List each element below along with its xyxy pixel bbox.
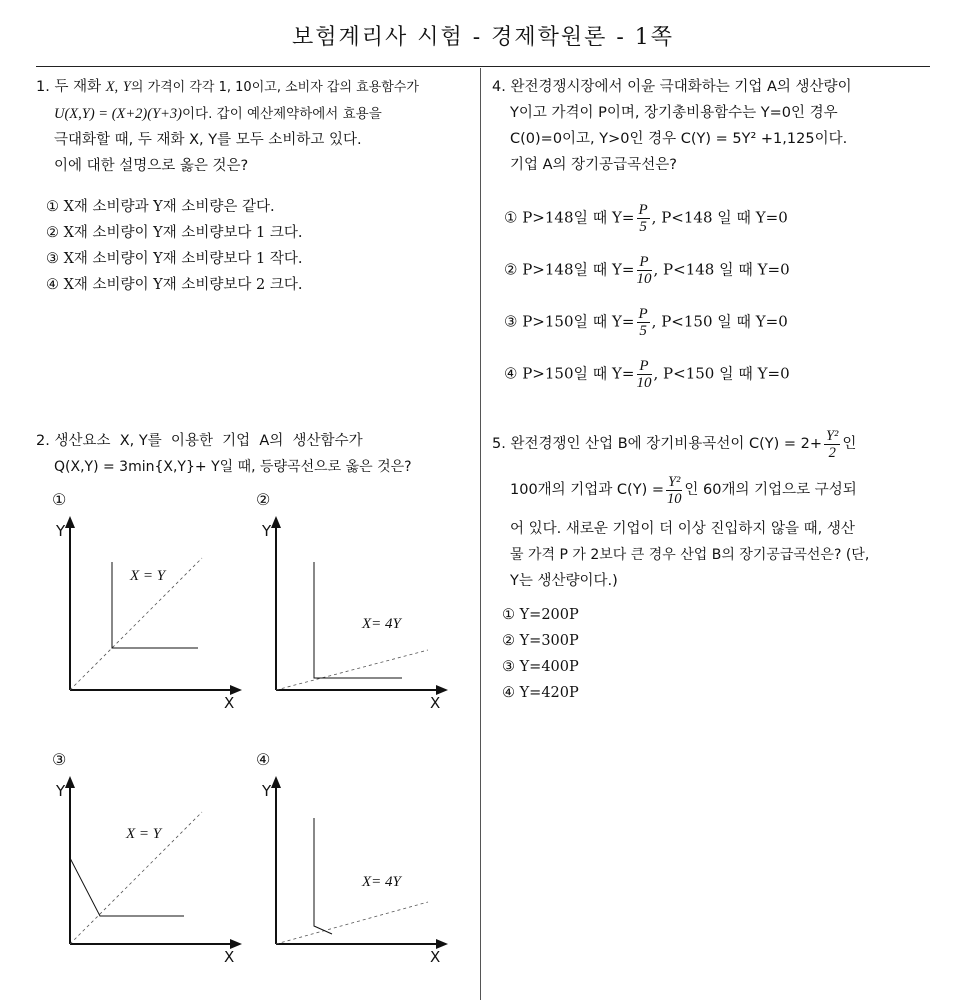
q4-opt3-denominator: 5 bbox=[639, 323, 647, 339]
q4-opt4-numerator: P bbox=[637, 358, 652, 375]
q4-option-3[interactable] bbox=[504, 306, 788, 339]
q4-line1: 완전경쟁시장에서 이윤 극대화하는 기업 A의 생산량이 bbox=[510, 79, 852, 95]
q1-line3: 극대화할 때, 두 재화 X, Y를 모두 소비하고 있다. bbox=[54, 132, 362, 148]
q1-text-c: 이다. 갑이 예산제약하에서 효용을 bbox=[182, 106, 382, 122]
q1-options bbox=[46, 194, 302, 298]
q4-opt4-fraction bbox=[637, 358, 652, 391]
q5-line2-fraction bbox=[666, 474, 682, 507]
q5-number: 5. bbox=[492, 436, 506, 452]
q2-line1: 생산요소 X, Y를 이용한 기업 A의 생산함수가 bbox=[54, 433, 363, 449]
question-5 bbox=[492, 424, 942, 594]
q5-option-3[interactable]: ③ Y=400P bbox=[502, 659, 579, 675]
q5-line2-pre: 100개의 기업과 C(Y) = bbox=[510, 482, 664, 498]
q5-line2-post: 인 60개의 기업으로 구성되 bbox=[684, 482, 857, 498]
q5-option-1[interactable]: ① Y=200P bbox=[502, 607, 579, 623]
q4-opt2-pre: ② P>148일 때 Y= bbox=[504, 260, 635, 279]
q4-opt1-numerator: P bbox=[638, 202, 648, 218]
q2-graph-3 bbox=[50, 772, 250, 1002]
q2-graph1-y-axis-label: Y bbox=[56, 522, 66, 540]
q5-line4: 물 가격 P 가 2보다 큰 경우 산업 B의 장기공급곡선은? (단, bbox=[510, 547, 870, 563]
q5-line2-numerator: Y² bbox=[667, 473, 681, 490]
q1-option-3[interactable]: ③ X재 소비량이 Y재 소비량보다 1 작다. bbox=[46, 251, 303, 267]
q4-opt1-fraction bbox=[637, 202, 650, 235]
q2-line2: Q(X,Y) = 3min{X,Y}+ Y일 때, 등량곡선으로 옳은 것은? bbox=[54, 459, 412, 475]
q4-line2: Y이고 가격이 P이며, 장기총비용함수는 Y=0인 경우 bbox=[510, 105, 838, 121]
q2-graph1-ray-label: X = Y bbox=[130, 568, 166, 584]
q4-opt4-pre: ④ P>150일 때 Y= bbox=[504, 364, 635, 383]
q4-line3: C(0)=0이고, Y>0인 경우 C(Y) = 5Y² +1,125이다. bbox=[510, 131, 848, 147]
q4-opt1-pre: ① P>148일 때 Y= bbox=[504, 208, 635, 227]
q5-line1-pre: 완전경쟁인 산업 B에 장기비용곡선이 C(Y) = 2+ bbox=[510, 436, 822, 452]
q4-line4: 기업 A의 장기공급곡선은? bbox=[510, 157, 677, 173]
q2-number: 2. bbox=[36, 433, 50, 449]
header-divider bbox=[36, 66, 930, 67]
q4-option-1[interactable] bbox=[504, 202, 788, 235]
q1-var-y: Y bbox=[122, 79, 131, 95]
q4-opt3-pre: ③ P>150일 때 Y= bbox=[504, 312, 635, 331]
q1-text-b: 의 가격이 각각 1, 10이고, 소비자 갑의 효용함수가 bbox=[130, 80, 419, 95]
question-4 bbox=[492, 74, 932, 178]
q4-opt1-post: , P<148 일 때 Y=0 bbox=[651, 208, 788, 227]
q4-option-2[interactable] bbox=[504, 254, 790, 287]
q4-opt2-denominator: 10 bbox=[636, 271, 652, 287]
q4-opt2-post: , P<148 일 때 Y=0 bbox=[653, 260, 790, 279]
q2-graph-2 bbox=[256, 512, 456, 742]
q2-graph-4 bbox=[256, 772, 456, 1002]
q2-graph3-y-axis-label: Y bbox=[56, 782, 66, 800]
q2-graph3-ray-label: X = Y bbox=[126, 826, 162, 842]
q1-option-4[interactable]: ④ X재 소비량이 Y재 소비량보다 2 크다. bbox=[46, 277, 303, 293]
q4-opt3-numerator: P bbox=[638, 306, 648, 322]
column-divider bbox=[480, 68, 481, 1000]
q1-var-x: X, bbox=[105, 79, 119, 95]
q5-line1-numerator: Y² bbox=[825, 427, 839, 444]
q2-graph2-y-axis-label: Y bbox=[262, 522, 272, 540]
q4-opt3-post: , P<150 일 때 Y=0 bbox=[651, 312, 788, 331]
q2-graph3-marker[interactable]: ③ bbox=[52, 750, 67, 769]
q5-line1-denominator: 2 bbox=[828, 444, 836, 461]
q4-opt2-numerator: P bbox=[637, 254, 652, 271]
q5-line2-denominator: 10 bbox=[666, 490, 682, 507]
q2-graph4-x-axis-label: X bbox=[430, 948, 441, 966]
q1-utility-function: U(X,Y) = (X+2)(Y+3) bbox=[54, 106, 183, 122]
q5-option-2[interactable]: ② Y=300P bbox=[502, 633, 579, 649]
q2-graph1-marker[interactable]: ① bbox=[52, 490, 67, 509]
question-2 bbox=[36, 428, 476, 480]
q2-graph4-ray-label: X= 4Y bbox=[362, 874, 401, 890]
q4-number: 4. bbox=[492, 79, 506, 95]
q4-opt4-denominator: 10 bbox=[636, 375, 652, 391]
q4-opt4-post: , P<150 일 때 Y=0 bbox=[653, 364, 790, 383]
q1-number: 1. bbox=[36, 79, 50, 95]
q5-line1-post: 인 bbox=[842, 436, 857, 452]
q5-option-4[interactable]: ④ Y=420P bbox=[502, 685, 579, 701]
q2-graph2-x-axis-label: X bbox=[430, 694, 441, 712]
q2-graph3-x-axis-label: X bbox=[224, 948, 235, 966]
q4-opt2-fraction bbox=[637, 254, 652, 287]
q2-graph4-y-axis-label: Y bbox=[262, 782, 272, 800]
q2-graph2-ray-label: X= 4Y bbox=[362, 616, 401, 632]
page-header: 보험계리사 시험 - 경제학원론 - 1쪽 bbox=[291, 25, 675, 50]
q5-line3: 어 있다. 새로운 기업이 더 이상 진입하지 않을 때, 생산 bbox=[510, 521, 855, 537]
q5-options bbox=[502, 602, 579, 706]
q1-text-a: 두 재화 bbox=[54, 79, 102, 95]
q2-graph-1 bbox=[50, 512, 250, 742]
q2-graph2-marker[interactable]: ② bbox=[256, 490, 271, 509]
q5-line5: Y는 생산량이다.) bbox=[510, 573, 618, 589]
q5-line1-fraction bbox=[824, 428, 840, 461]
q4-option-4[interactable] bbox=[504, 358, 790, 391]
q4-opt1-denominator: 5 bbox=[639, 219, 647, 235]
q1-option-1[interactable]: ① X재 소비량과 Y재 소비량은 같다. bbox=[46, 199, 275, 215]
question-1 bbox=[36, 74, 466, 179]
q4-opt3-fraction bbox=[637, 306, 650, 339]
q2-graph1-x-axis-label: X bbox=[224, 694, 235, 712]
q1-line4: 이에 대한 설명으로 옳은 것은? bbox=[54, 158, 249, 174]
q2-graph4-marker[interactable]: ④ bbox=[256, 750, 271, 769]
q1-option-2[interactable]: ② X재 소비량이 Y재 소비량보다 1 크다. bbox=[46, 225, 303, 241]
